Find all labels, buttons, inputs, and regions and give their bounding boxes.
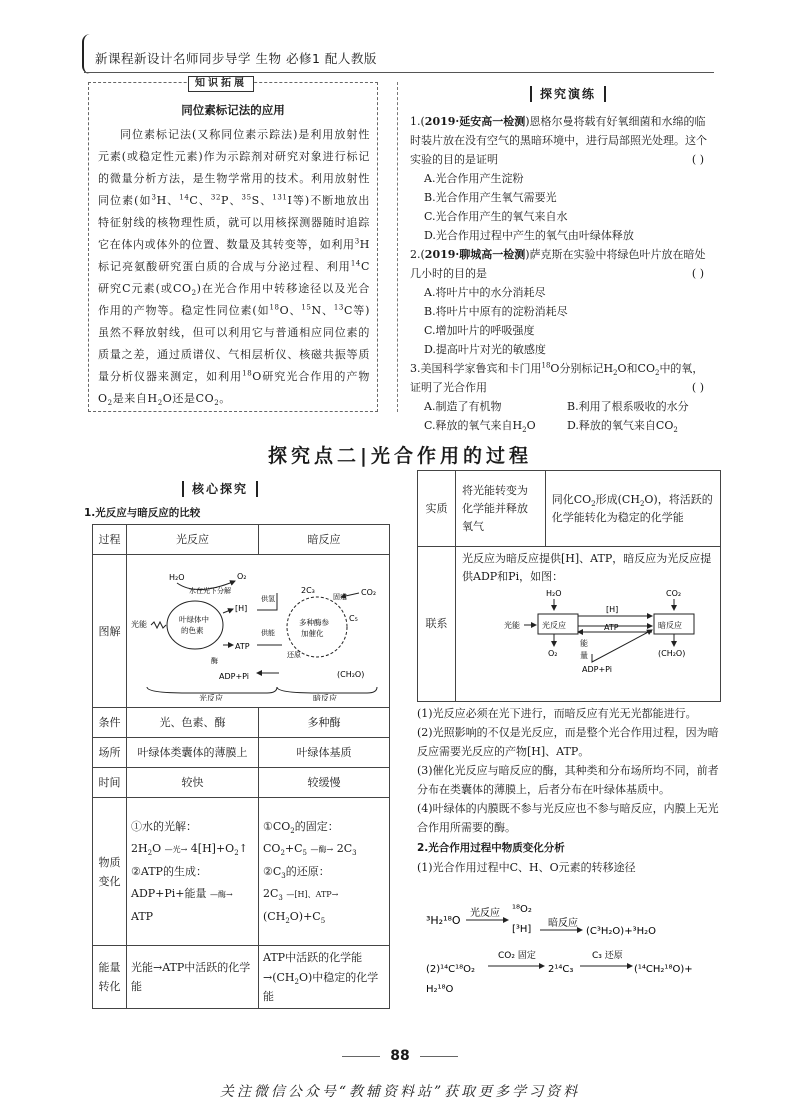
d1-pigment1: 叶绿体中 — [179, 615, 209, 624]
d1-adp: ADP+Pi — [219, 672, 250, 681]
q2-paren: ( ) — [691, 267, 704, 280]
th-energy: 能量转化 — [93, 946, 127, 1009]
cond-light: 光、色素、酶 — [127, 708, 259, 738]
th-site: 场所 — [93, 738, 127, 768]
svg-text:H₂¹⁸O: H₂¹⁸O — [426, 984, 454, 995]
d1-enzyme: 酶 — [211, 657, 218, 665]
svg-text:[³H]: [³H] — [512, 924, 532, 935]
d1-fix: 固定 — [333, 593, 347, 601]
essence-light: 将光能转变为化学能并释放氧气 — [456, 471, 546, 547]
d1-c3: 2C₃ — [301, 586, 315, 595]
q2-option-c: C.增加叶片的呼吸强度 — [424, 324, 535, 337]
footer-promo: 关注微信公众号“教辅资料站”获取更多学习资料 — [219, 1084, 581, 1100]
d2-dr: 暗反应 — [658, 621, 682, 630]
d2-co2: CO₂ — [666, 589, 682, 598]
comparison-table — [92, 524, 390, 1009]
svg-text:CO₂ 固定: CO₂ 固定 — [498, 951, 536, 961]
d1-light: 光能 — [131, 620, 147, 629]
d1-h: [H] — [235, 604, 248, 613]
core-tag: 核心探究 — [182, 481, 258, 497]
q1-option-b: B.光合作用产生氧气需要光 — [424, 191, 557, 204]
time-dark: 较缓慢 — [259, 768, 390, 798]
q1-option-d: D.光合作用过程中产生的氧气由叶绿体释放 — [424, 229, 634, 242]
svg-text:(C³H₂O)+³H₂O: (C³H₂O)+³H₂O — [586, 926, 656, 937]
th-process: 过程 — [93, 525, 127, 555]
d1-multi2: 加催化 — [301, 629, 324, 638]
element-transfer-diagram — [420, 896, 720, 996]
d1-ch2o: (CH₂O) — [337, 670, 365, 679]
d1-c5: C₅ — [349, 614, 358, 623]
cond-dark: 多种酶 — [259, 708, 390, 738]
q1-paren: ( ) — [691, 153, 704, 166]
d1-o2: O₂ — [237, 572, 247, 581]
material-light: ①水的光解： $2H_2O$ —光→ $4[H]+O_2↑$ ②ATP的生成： ADP+Pi+能量 —酶→ ATP — [127, 798, 259, 946]
q3-option-c: C.释放的氧气来自$H_2O$ — [424, 419, 536, 435]
note-1: (1)光反应必须在光下进行，而暗反应有光无光都能进行。 — [417, 707, 697, 720]
site-dark: 叶绿体基质 — [259, 738, 390, 768]
header-bracket — [82, 34, 90, 74]
knowledge-title: 同位素标记法的应用 — [181, 103, 285, 117]
page-number-area — [0, 1044, 800, 1069]
link-cell — [456, 547, 721, 702]
note-2: (2)光照影响的不仅是光反应，而是整个光合作用过程，因为暗反应需要光反应的产物[H]、ATP。 — [417, 726, 719, 758]
d1-supply1: 供氢 — [261, 595, 275, 603]
th-time: 时间 — [93, 768, 127, 798]
light-dark-link-diagram — [462, 586, 714, 692]
site-light: 叶绿体类囊体的薄膜上 — [127, 738, 259, 768]
svg-text:(2)¹⁴C¹⁸O₂: (2)¹⁴C¹⁸O₂ — [426, 964, 476, 975]
time-light: 较快 — [127, 768, 259, 798]
essence-dark: 同化$CO_2$形成$(CH_2O)$，将活跃的化学能转化为稳定的化学能 — [545, 471, 720, 547]
d1-label-light: 光反应 — [199, 694, 223, 701]
link-text: 光反应为暗反应提供[H]、ATP，暗反应为光反应提供ADP和Pi，如图： — [462, 552, 712, 583]
q3-option-a: A.制造了有机物 — [424, 400, 502, 413]
d1-pigment2: 的色素 — [181, 626, 204, 635]
d2-o2: O₂ — [548, 649, 558, 658]
d1-h2o: H₂O — [169, 573, 185, 582]
header-rule — [84, 72, 714, 73]
subhead-2-1: (1)光合作用过程中C、H、O元素的转移途径 — [417, 861, 636, 874]
svg-text:光反应: 光反应 — [470, 908, 500, 919]
d1-multi1: 多种酶参 — [299, 618, 329, 627]
photosynthesis-diagram — [127, 555, 389, 701]
q2-option-b: B.将叶片中原有的淀粉消耗尽 — [424, 305, 568, 318]
subhead-1: 1.光反应与暗反应的比较 — [84, 507, 201, 519]
note-3: (3)催化光反应与暗反应的酶，其种类和分布场所均不同，前者分布在类囊体的薄膜上，后者分布在叶绿体基质中。 — [417, 764, 719, 796]
svg-text:¹⁸O₂: ¹⁸O₂ — [512, 904, 532, 915]
q3-option-b: B.利用了根系吸收的水分 — [567, 400, 689, 413]
note-4: (4)叶绿体的内膜既不参与光反应也不参与暗反应，内膜上无光合作用所需要的酶。 — [417, 802, 719, 834]
d1-co2: CO₂ — [361, 588, 377, 597]
section-title: 探究点二|光合作用的过程 — [268, 445, 532, 467]
d2-adp: ADP+Pi — [582, 665, 613, 674]
th-light: 光反应 — [127, 525, 259, 555]
q1-stem: 1.(2019·延安高一检测)恩格尔曼将载有好氧细菌和水绵的临时装片放在没有空气的黑暗环境中，进行局部照光处理。这个实验的目的是证明 ( ) — [410, 112, 710, 169]
practice-questions — [410, 112, 710, 435]
column-divider — [397, 82, 398, 412]
d2-energy2: 量 — [580, 651, 588, 660]
q3-paren: ( ) — [691, 381, 704, 394]
page-number: 88 — [390, 1048, 410, 1064]
d2-light: 光能 — [504, 621, 520, 630]
th-cond: 条件 — [93, 708, 127, 738]
q1-option-c: C.光合作用产生的氧气来自水 — [424, 210, 568, 223]
svg-text:(¹⁴CH₂¹⁸O)+: (¹⁴CH₂¹⁸O)+ — [634, 964, 693, 975]
q2-stem: 2.(2019·聊城高一检测)萨克斯在实验中将绿色叶片放在暗处几小时的目的是 ( ) — [410, 245, 710, 283]
essence-link-table — [417, 470, 721, 702]
d2-lr: 光反应 — [542, 621, 566, 630]
notes — [417, 704, 721, 877]
th-material: 物质变化 — [93, 798, 127, 946]
svg-text:C₃ 还原: C₃ 还原 — [592, 951, 623, 961]
th-dark: 暗反应 — [259, 525, 390, 555]
q3-stem: 3.美国科学家鲁宾和卡门用$^{18}$O分别标记$H_2O$和$CO_2$中的氧，证明了光合作用 ( ) — [410, 359, 710, 397]
th-essence: 实质 — [418, 471, 456, 547]
th-link: 联系 — [418, 547, 456, 702]
q3-option-d: D.释放的氧气来自$CO_2$ — [567, 419, 678, 435]
practice-tag: 探究演练 — [530, 86, 606, 102]
d1-split: 水在光下分解 — [189, 587, 231, 595]
diagram-cell — [127, 555, 390, 708]
svg-text:³H₂¹⁸O: ³H₂¹⁸O — [426, 914, 461, 927]
knowledge-tag: 知识拓展 — [188, 76, 254, 92]
d1-reduce: 还原 — [287, 651, 301, 659]
material-dark: $①CO_2$的固定： $CO_2+C_5$ —酶→ $2C_3$ $②C_3$的还原： $2C_3$ —[H]、$ATP\to (CH_2O)+C_5$ — [259, 798, 390, 946]
d2-h: [H] — [606, 605, 619, 614]
d1-label-dark: 暗反应 — [313, 694, 337, 701]
q1-option-a: A.光合作用产生淀粉 — [424, 172, 524, 185]
d1-atp: ATP — [235, 642, 250, 651]
energy-light: 光能→ATP中活跃的化学能 — [127, 946, 259, 1009]
d1-supply2: 供能 — [261, 629, 275, 637]
svg-text:暗反应: 暗反应 — [548, 918, 578, 929]
energy-dark: ATP中活跃的化学能$\to(CH_2O)$中稳定的化学能 — [259, 946, 390, 1009]
th-diagram: 图解 — [93, 555, 127, 708]
running-header: 新课程新设计名师同步导学 生物 必修1 配人教版 — [95, 51, 377, 66]
svg-text:2¹⁴C₃: 2¹⁴C₃ — [548, 964, 574, 975]
d2-atp: ATP — [604, 623, 619, 632]
q2-option-a: A.将叶片中的水分消耗尽 — [424, 286, 546, 299]
d2-h2o: H₂O — [546, 589, 562, 598]
d2-ch2o: (CH₂O) — [658, 649, 686, 658]
subhead-2: 2.光合作用过程中物质变化分析 — [417, 842, 565, 854]
d2-energy1: 能 — [580, 639, 588, 648]
knowledge-body: 同位素标记法(又称同位素示踪法)是利用放射性元素(或稳定性元素)作为示踪剂对研究对象进行标记的微量分析方法，是生物学常用的技术。利用放射性同位素(如$^3$H、$^{14}$C、$^{32}$P、$^{35}$S、$^{131}$I等)不断地放出特征射线的核物理性质，就可以用核探测器随时追踪它在体内或体外的位置、数量及其转变等，如利用$^3$H标记亮氨酸研究蛋白质的合成与分泌过程、利用$^{14}$C研究C元素(或$CO_2$)在光合作用中转移途径以及光合作用的产物等。稳定性同位素(如$^{18}$O、$^{15}$N、$^{13}$C等)虽然不释放射线，但可以利用它与普通相应同位素的质量之差，通过质谱仪、气相层析仪、核磁共振等质量分析仪器来测定，如利用$^{18}$O研究光合作用的产物$O_2$是来自$H_2O$还是$CO_2$。 — [98, 128, 371, 408]
q2-option-d: D.提高叶片对光的敏感度 — [424, 343, 546, 356]
